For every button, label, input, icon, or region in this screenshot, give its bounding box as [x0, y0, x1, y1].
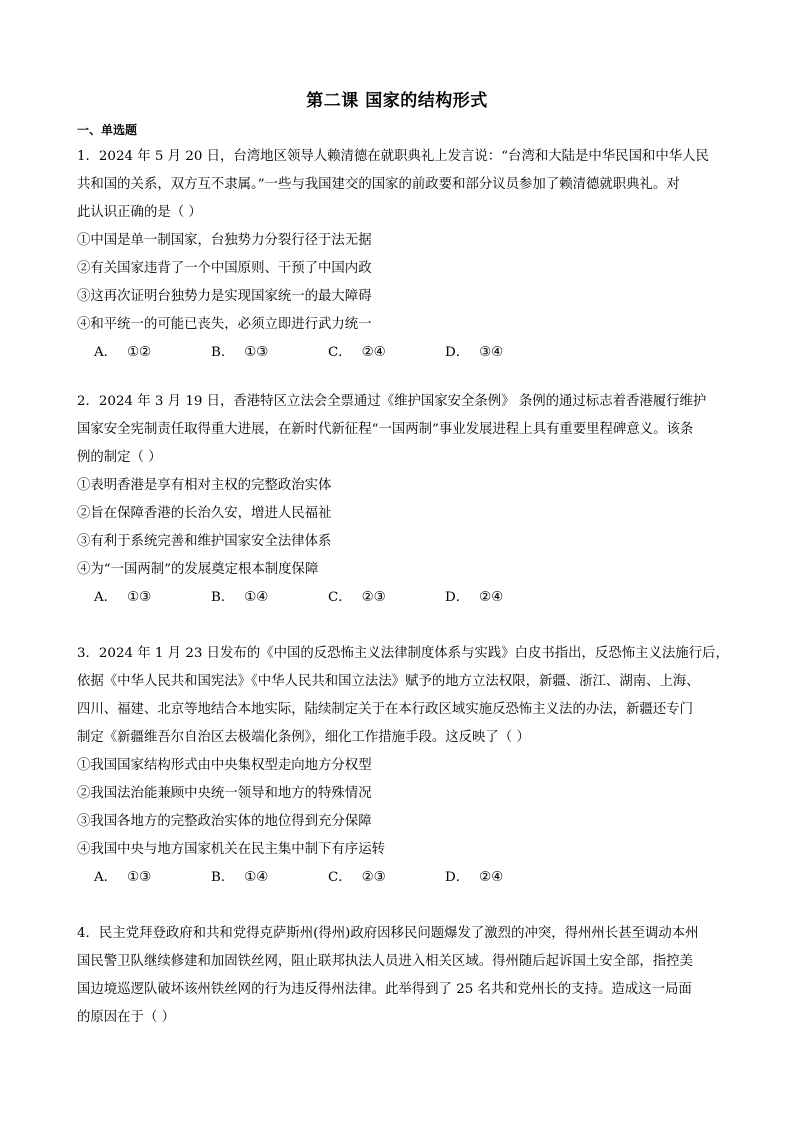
statement-item: ①表明香港是享有相对主权的完整政治实体	[77, 478, 332, 493]
statement-item: ②旨在保障香港的长治久安，增进人民福祉	[77, 506, 332, 521]
question-stem-line: 国边境巡逻队破坏该州铁丝网的行为违反得州法律。此举得到了 25 名共和党州长的支持。造成这一局面	[77, 982, 692, 997]
question-2	[77, 388, 727, 612]
question-stem-line: 1．2024 年 5 月 20 日，台湾地区领导人赖清德在就职典礼上发言说：“台湾和大陆是中华民国和中华人民	[77, 149, 709, 164]
statement-item: ④和平统一的可能已丧失，必须立即进行武力统一	[77, 317, 372, 332]
question-stem-line: 3．2024 年 1 月 23 日发布的《中国的反恐怖主义法律制度体系与实践》白皮书指出，反恐怖主义法施行后，	[77, 646, 729, 661]
statement-item: ①我国国家结构形式由中央集权型走向地方分权型	[77, 758, 372, 773]
question-stem-line: 例的制定（ ）	[77, 450, 162, 465]
question-stem-line: 四川、福建、北京等地结合本地实际，陆续制定关于在本行政区域实施反恐怖主义法的办法，新疆还专门	[77, 702, 693, 717]
answer-options	[77, 584, 727, 612]
page-title: 第二课 国家的结构形式	[306, 91, 488, 111]
question-4	[77, 920, 727, 1032]
question-stem-line: 共和国的关系，双方互不隶属。”一些与我国建交的国家的前政要和部分议员参加了赖清德就职典礼。对	[77, 177, 680, 192]
option-d[interactable]: D． ②④	[445, 870, 504, 885]
question-stem-line: 国民警卫队继续修建和加固铁丝网，阻止联邦执法人员进入相关区域。得州随后起诉国土安全部，指控美	[77, 954, 693, 969]
question-3	[77, 640, 727, 892]
question-stem-line: 2．2024 年 3 月 19 日，香港特区立法会全票通过《维护国家安全条例》 条例的通过标志着香港履行维护	[77, 394, 707, 409]
option-b[interactable]: B． ①③	[211, 345, 269, 360]
option-b[interactable]: B． ①④	[211, 870, 269, 885]
option-a[interactable]: A． ①③	[94, 870, 152, 885]
question-1	[77, 143, 727, 367]
statement-item: ③这再次证明台独势力是实现国家统一的最大障碍	[77, 289, 372, 304]
answer-options	[77, 864, 727, 892]
option-a[interactable]: A． ①②	[94, 345, 152, 360]
section-heading: 一、单选题	[77, 123, 138, 137]
option-c[interactable]: C． ②③	[328, 870, 386, 885]
statement-item: ④为“一国两制”的发展奠定根本制度保障	[77, 562, 319, 577]
option-b[interactable]: B． ①④	[211, 590, 269, 605]
statement-item: ①中国是单一制国家，台独势力分裂行径于法无据	[77, 233, 372, 248]
statement-item: ②有关国家违背了一个中国原则、干预了中国内政	[77, 261, 372, 276]
statement-item: ③我国各地方的完整政治实体的地位得到充分保障	[77, 814, 372, 829]
question-stem-line: 此认识正确的是（ ）	[77, 205, 202, 220]
option-d[interactable]: D． ②④	[445, 590, 504, 605]
option-d[interactable]: D． ③④	[445, 345, 504, 360]
option-a[interactable]: A． ①③	[94, 590, 152, 605]
question-stem-line: 制定《新疆维吾尔自治区去极端化条例》，细化工作措施手段。这反映了（ ）	[77, 730, 530, 745]
question-stem-line: 的原因在于（ ）	[77, 1010, 175, 1025]
question-stem-line: 4．民主党拜登政府和共和党得克萨斯州(得州)政府因移民问题爆发了激烈的冲突，得州州长甚至调动本州	[77, 926, 699, 941]
option-c[interactable]: C． ②④	[328, 345, 386, 360]
statement-item: ④我国中央与地方国家机关在民主集中制下有序运转	[77, 842, 385, 857]
option-c[interactable]: C． ②③	[328, 590, 386, 605]
answer-options	[77, 339, 727, 367]
question-stem-line: 依据《中华人民共和国宪法》《中华人民共和国立法法》赋予的地方立法权限，新疆、浙江、湖南、上海、	[77, 674, 700, 689]
statement-item: ②我国法治能兼顾中央统一领导和地方的特殊情况	[77, 786, 372, 801]
question-stem-line: 国家安全宪制责任取得重大进展，在新时代新征程“一国两制”事业发展进程上具有重要里程碑意义。该条	[77, 422, 694, 437]
statement-item: ③有利于系统完善和维护国家安全法律体系	[77, 534, 332, 549]
